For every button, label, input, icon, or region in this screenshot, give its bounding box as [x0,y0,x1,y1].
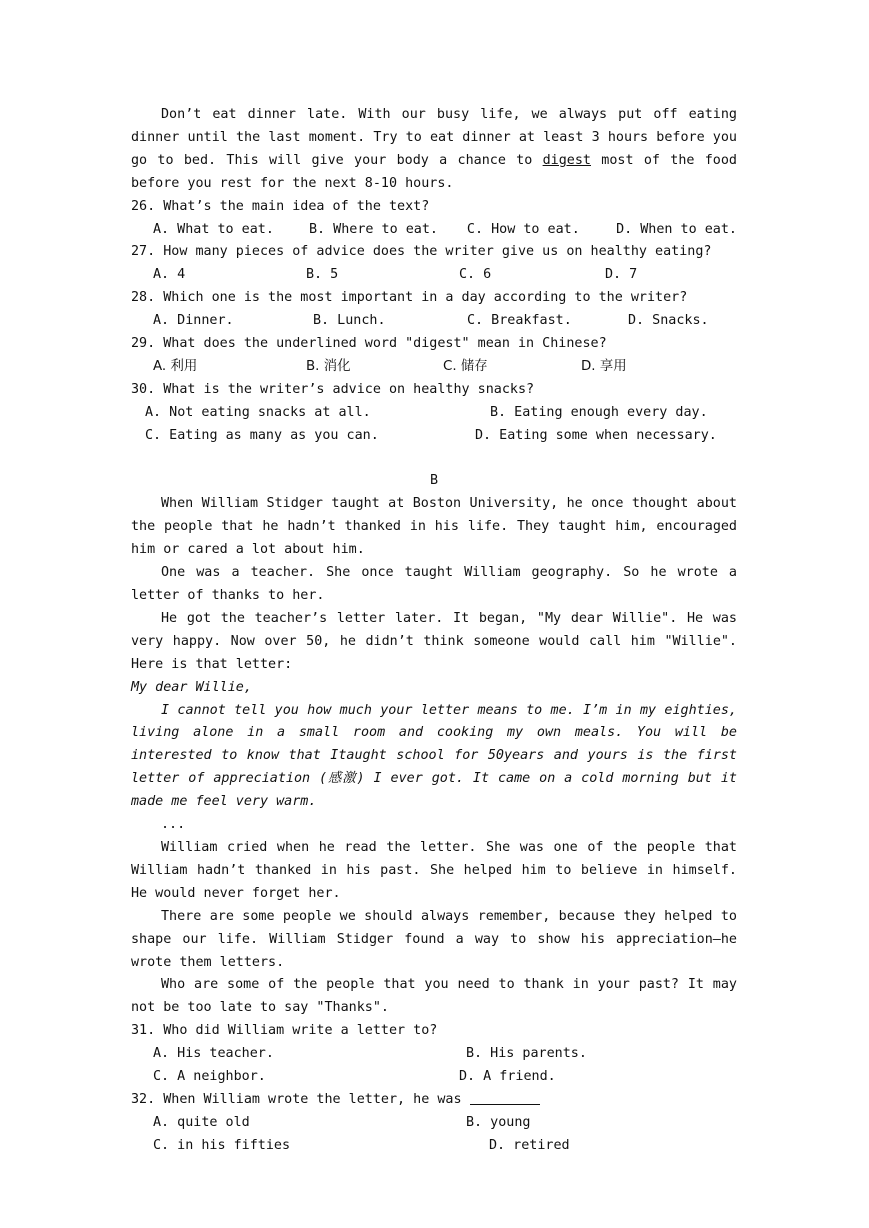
answer-blank[interactable] [470,1090,540,1105]
option-c[interactable]: C. A neighbor. [153,1069,266,1085]
passage-b-paragraph: William cried when he read the letter. She was one of the people that William hadn’t thanked in his past. She helped him to believe in himself. He would never forget her. [131,839,737,901]
letter-salutation: My dear Willie, [131,679,252,695]
underlined-word: digest [542,152,591,168]
passage-text: most of the food before you rest for the next 8-10 hours. [131,152,737,191]
document-page [131,104,737,1158]
question-options [131,402,737,425]
option-c[interactable]: C. Breakfast. [467,313,572,329]
option-d[interactable]: D. A friend. [459,1069,556,1085]
option-a[interactable]: A. What to eat. [153,221,274,237]
option-b[interactable]: B. 5 [306,267,339,283]
option-c[interactable]: C. 6 [459,267,492,283]
option-b[interactable]: B. Eating enough every day. [490,404,708,420]
option-d[interactable]: D. 享用 [581,358,627,374]
option-d[interactable]: D. retired [489,1137,570,1153]
question-options [131,425,737,448]
question-options [131,1043,737,1066]
passage-b-paragraph: Who are some of the people that you need to thank in your past? It may not be too late to say "Thanks". [131,977,737,1016]
question-options [131,310,737,333]
option-a[interactable]: A. His teacher. [153,1046,274,1062]
section-heading: B [429,473,439,489]
question-options [131,219,737,242]
option-b[interactable]: B. His parents. [466,1046,587,1062]
question-stem: 31. Who did William write a letter to? [131,1023,438,1039]
question-options [131,1135,737,1158]
option-a[interactable]: A. Not eating snacks at all. [145,404,371,420]
question-stem [131,1089,737,1112]
question-stem: 28. Which one is the most important in a day according to the writer? [131,290,688,306]
question-stem: 29. What does the underlined word "digest" mean in Chinese? [131,336,607,352]
passage-text: Don’t eat dinner late. With our busy life, we always put off eating dinner until the last moment. Try to eat dinner at least 3 hours before you go to bed. This will give your body a chance to [131,107,737,168]
question-options [131,264,737,287]
option-c[interactable]: C. Eating as many as you can. [145,427,379,443]
passage-b-paragraph: He got the teacher’s letter later. It began, "My dear Willie". He was very happy. Now over 50, he didn’t think someone would call him "Willie". Here is that letter: [131,610,737,672]
option-b[interactable]: B. Where to eat. [308,221,438,237]
letter-body: I cannot tell you how much your letter means to me. I’m in my eighties, living alone in a small room and cooking my own meals. You will be interested to know that Itaught school for 50years and yours is the first letter of appreciation (感激) I ever got. It came on a cold morning but it made me feel very warm. [131,702,737,810]
option-b[interactable]: B. Lunch. [313,313,386,329]
question-stem: 27. How many pieces of advice does the writer give us on healthy eating? [131,244,712,260]
passage-a-paragraph [131,104,737,196]
option-a[interactable]: A. 4 [153,267,186,283]
question-options [131,1066,737,1089]
passage-b-paragraph: One was a teacher. She once taught William geography. So he wrote a letter of thanks to her. [131,565,737,604]
option-d[interactable]: D. Snacks. [628,313,709,329]
question-options [131,1112,737,1135]
option-c[interactable]: C. How to eat. [466,221,580,237]
option-a[interactable]: A. Dinner. [153,313,234,329]
option-b[interactable]: B. young [466,1114,531,1130]
option-d[interactable]: D. When to eat. [616,221,737,237]
option-c[interactable]: C. in his fifties [153,1137,291,1153]
question-stem: 26. What’s the main idea of the text? [131,198,430,214]
passage-b-paragraph: When William Stidger taught at Boston University, he once thought about the people that he hadn’t thanked in his life. They taught him, encouraged him or cared a lot about him. [131,496,737,558]
question-stem: 30. What is the writer’s advice on healthy snacks? [131,381,535,397]
ellipsis: ... [161,817,186,833]
passage-b-paragraph: There are some people we should always remember, because they helped to shape our life. William Stidger found a way to show his appreciation—he wrote them letters. [131,908,737,970]
option-d[interactable]: D. 7 [605,267,638,283]
option-c[interactable]: C. 储存 [443,358,488,374]
option-b[interactable]: B. 消化 [306,358,351,374]
option-d[interactable]: D. Eating some when necessary. [475,427,717,443]
option-a[interactable]: A. quite old [153,1114,250,1130]
question-stem-text: 32. When William wrote the letter, he was [131,1091,470,1107]
option-a[interactable]: A. 利用 [153,358,198,374]
question-options [131,356,737,379]
